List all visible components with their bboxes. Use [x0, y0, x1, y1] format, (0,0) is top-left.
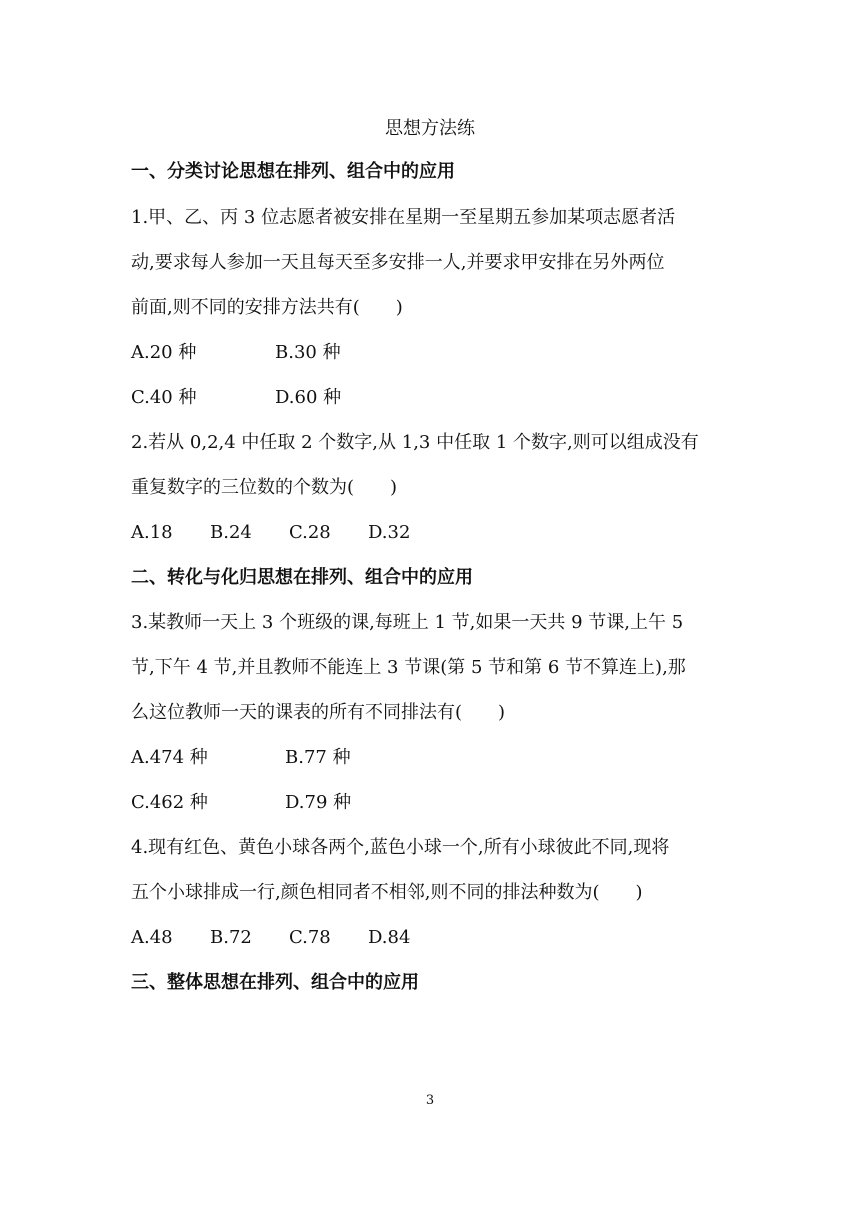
question-3-line-2: 节,下午 4 节,并且教师不能连上 3 节课(第 5 节和第 6 节不算连上),那 — [131, 657, 686, 678]
question-1-option-c: C.40 种 — [131, 387, 197, 408]
question-3-line-3: 么这位教师一天的课表的所有不同排法有( ) — [131, 702, 506, 723]
section-heading-3: 三、整体思想在排列、组合中的应用 — [131, 972, 419, 993]
page-number: 3 — [425, 1093, 435, 1108]
question-1-option-d: D.60 种 — [275, 387, 342, 408]
question-1-line-1: 1.甲、乙、丙 3 位志愿者被安排在星期一至星期五参加某项志愿者活 — [131, 207, 676, 228]
question-3-option-c: C.462 种 — [131, 792, 208, 813]
question-4-option-b: B.72 — [210, 927, 252, 948]
page-title: 思想方法练 — [385, 118, 475, 139]
question-1-option-a: A.20 种 — [131, 342, 197, 363]
question-1-line-3: 前面,则不同的安排方法共有( ) — [131, 297, 403, 318]
question-4-option-a: A.48 — [131, 927, 173, 948]
question-4-option-c: C.78 — [289, 927, 331, 948]
question-3-option-b: B.77 种 — [285, 747, 351, 768]
question-4-line-1: 4.现有红色、黄色小球各两个,蓝色小球一个,所有小球彼此不同,现将 — [131, 837, 670, 858]
question-2-option-b: B.24 — [210, 522, 252, 543]
question-4-option-d: D.84 — [368, 927, 411, 948]
question-2-option-a: A.18 — [131, 522, 173, 543]
question-3-option-d: D.79 种 — [285, 792, 352, 813]
question-1-line-2: 动,要求每人参加一天且每天至多安排一人,并要求甲安排在另外两位 — [131, 252, 665, 273]
section-heading-2: 二、转化与化归思想在排列、组合中的应用 — [131, 567, 473, 588]
question-1-option-b: B.30 种 — [275, 342, 341, 363]
question-2-option-c: C.28 — [289, 522, 331, 543]
question-4-line-2: 五个小球排成一行,颜色相同者不相邻,则不同的排法种数为( ) — [131, 882, 643, 903]
question-3-line-1: 3.某教师一天上 3 个班级的课,每班上 1 节,如果一天共 9 节课,上午 5 — [131, 612, 684, 633]
question-2-line-2: 重复数字的三位数的个数为( ) — [131, 477, 398, 498]
question-2-option-d: D.32 — [368, 522, 411, 543]
section-heading-1: 一、分类讨论思想在排列、组合中的应用 — [131, 161, 455, 182]
question-3-option-a: A.474 种 — [131, 747, 208, 768]
question-2-line-1: 2.若从 0,2,4 中任取 2 个数字,从 1,3 中任取 1 个数字,则可以组成没有 — [131, 432, 699, 453]
